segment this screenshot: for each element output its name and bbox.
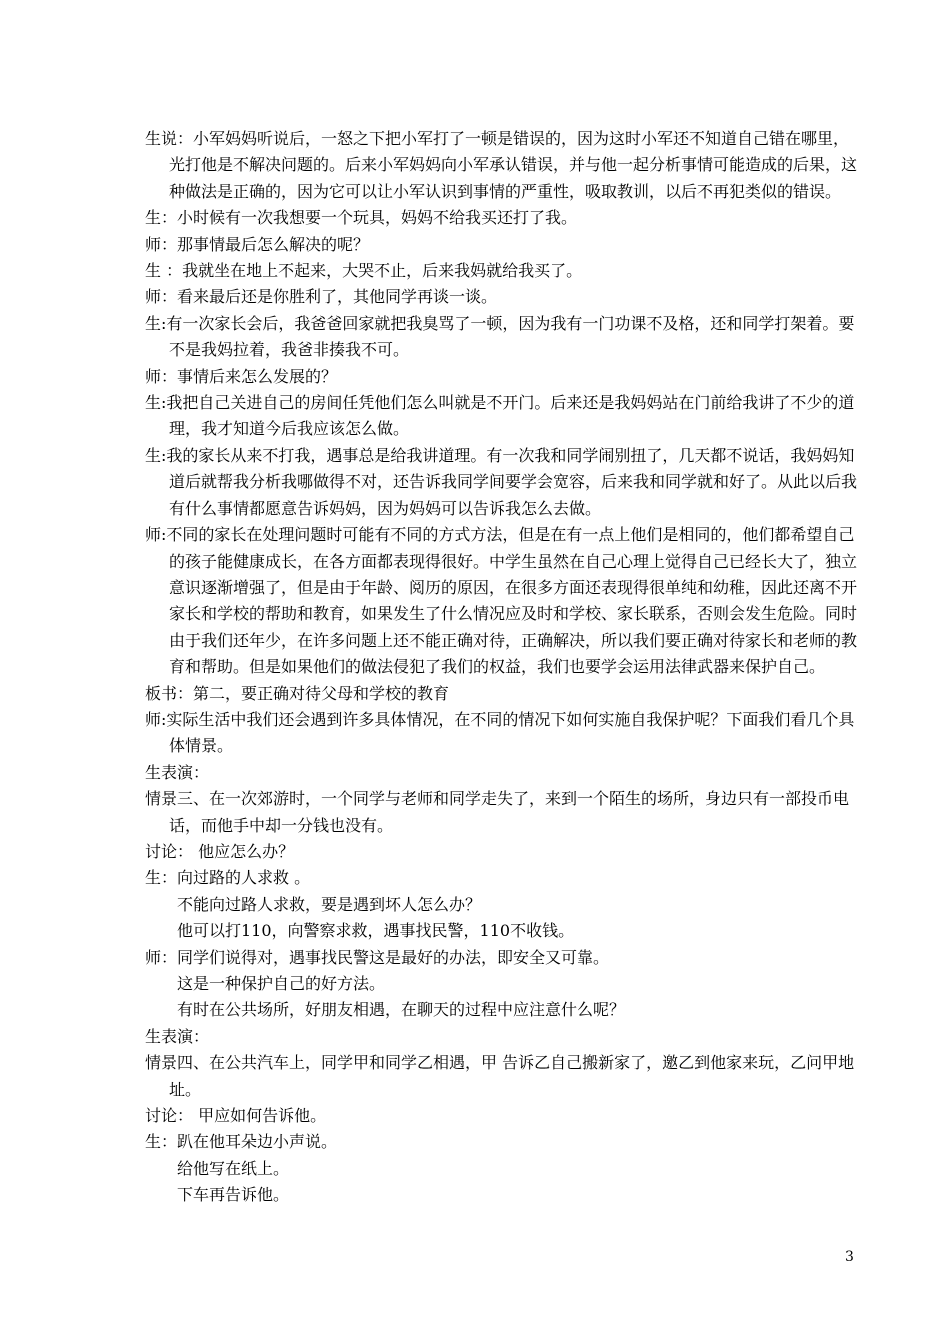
dialogue-paragraph: 生:我把自己关进自己的房间任凭他们怎么叫就是不开门。后来还是我妈妈站在门前给我讲了不少的道理，我才知道今后我应该怎么做。 bbox=[145, 393, 855, 439]
page-number: 3 bbox=[845, 1249, 854, 1265]
indented-line: 有时在公共场所，好朋友相遇，在聊天的过程中应注意什么呢？ bbox=[177, 1000, 626, 1020]
dialogue-paragraph: 情景四、在公共汽车上，同学甲和同学乙相遇，甲 告诉乙自己搬新家了，邀乙到他家来玩，乙问甲地址。 bbox=[145, 1053, 855, 1099]
dialogue-paragraph: 讨论： 甲应如何告诉他。 bbox=[145, 1106, 327, 1126]
dialogue-paragraph: 生：小时候有一次我想要一个玩具，妈妈不给我买还打了我。 bbox=[145, 208, 578, 228]
dialogue-paragraph: 师:不同的家长在处理问题时可能有不同的方式方法，但是在有一点上他们是相同的，他们都希望自己的孩子能健康成长，在各方面都表现得很好。中学生虽然在自己心理上觉得自己已经长大了，独立意识逐渐增强了，但是由于年龄、阅历的原因，在很多方面还表现得很单纯和幼稚，因此还离不开家长和学校的帮助和教育，如果发生了什么情况应及时和学校、家长联系，否则会发生危险。同时由于我们还年少，在许多问题上还不能正确对待，正确解决，所以我们要正确对待家长和老师的教育和帮助。但是如果他们的做法侵犯了我们的权益，我们也要学会运用法律武器来保护自己。 bbox=[145, 525, 858, 677]
dialogue-paragraph: 生表演： bbox=[145, 1026, 210, 1046]
dialogue-paragraph: 师：那事情最后怎么解决的呢？ bbox=[145, 234, 370, 254]
dialogue-paragraph: 讨论： 他应怎么办？ bbox=[145, 841, 295, 861]
indented-line: 不能向过路人求救，要是遇到坏人怎么办？ bbox=[177, 894, 482, 914]
dialogue-paragraph: 生表演： bbox=[145, 762, 210, 782]
dialogue-paragraph: 生:我的家长从来不打我，遇事总是给我讲道理。有一次我和同学闹别扭了，几天都不说话，我妈妈知道后就帮我分析我哪做得不对，还告诉我同学间要学会宽容，后来我和同学就和好了。从此以后我有什么事情都愿意告诉妈妈，因为妈妈可以告诉我怎么去做。 bbox=[145, 445, 858, 518]
indented-line: 给他写在纸上。 bbox=[177, 1158, 290, 1178]
dialogue-paragraph: 师：事情后来怎么发展的？ bbox=[145, 366, 338, 386]
indented-line: 这是一种保护自己的好方法。 bbox=[177, 974, 386, 993]
dialogue-paragraph: 板书：第二，要正确对待父母和学校的教育 bbox=[145, 683, 450, 703]
dialogue-paragraph: 师：看来最后还是你胜利了，其他同学再谈一谈。 bbox=[145, 287, 498, 307]
dialogue-paragraph: 师:实际生活中我们还会遇到许多具体情况，在不同的情况下如何实施自我保护呢？下面我们看几个具体情景。 bbox=[145, 709, 855, 756]
document-body bbox=[145, 126, 863, 1209]
dialogue-paragraph: 生：趴在他耳朵边小声说。 bbox=[145, 1132, 338, 1152]
indented-line: 他可以打110，向警察求救，遇事找民警，110不收钱。 bbox=[177, 921, 575, 941]
dialogue-paragraph: 生说：小军妈妈听说后，一怒之下把小军打了一顿是错误的，因为这时小军还不知道自己错在哪里，光打他是不解决问题的。后来小军妈妈向小军承认错误，并与他一起分析事情可能造成的后果，这种做法是正确的，因为它可以让小军认识到事情的严重性，吸取教训，以后不再犯类似的错误。 bbox=[145, 129, 858, 201]
dialogue-paragraph: 生 ：我就坐在地上不起来，大哭不止，后来我妈就给我买了。 bbox=[145, 261, 583, 281]
dialogue-paragraph: 情景三、在一次郊游时，一个同学与老师和同学走失了，来到一个陌生的场所，身边只有一部投币电话，而他手中却一分钱也没有。 bbox=[145, 789, 850, 835]
dialogue-paragraph: 师：同学们说得对，遇事找民警这是最好的办法，即安全又可靠。 bbox=[145, 947, 610, 967]
dialogue-paragraph: 生:有一次家长会后，我爸爸回家就把我臭骂了一顿，因为我有一门功课不及格，还和同学打架着。要不是我妈拉着，我爸非揍我不可。 bbox=[145, 313, 855, 360]
dialogue-paragraph: 生：向过路的人求救 。 bbox=[145, 868, 311, 888]
indented-line: 下车再告诉他。 bbox=[177, 1185, 290, 1205]
